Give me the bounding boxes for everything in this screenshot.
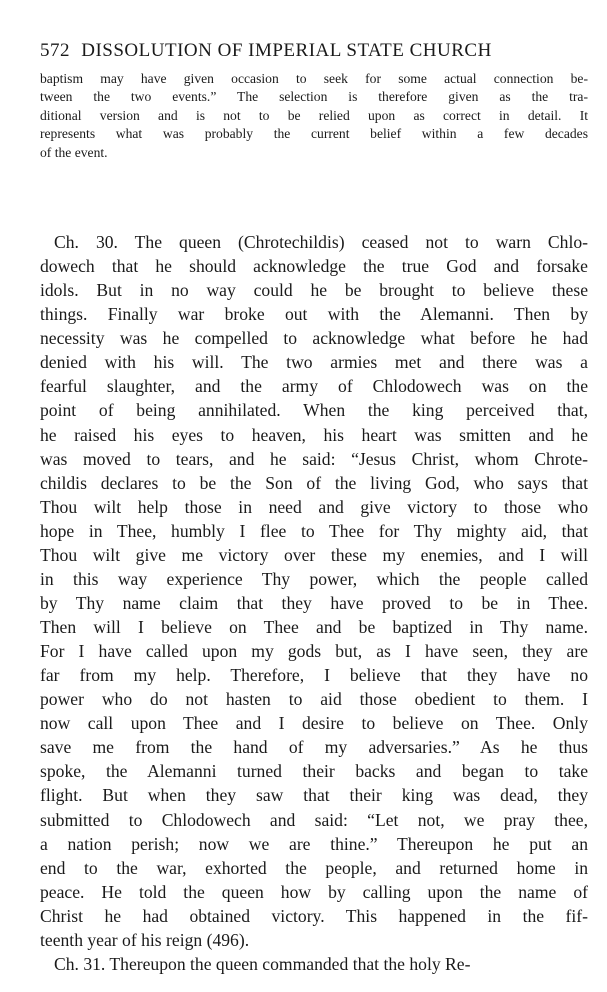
running-title: DISSOLUTION OF IMPERIAL STATE CHURCH (81, 40, 492, 61)
text-line: he raised his eyes to heaven, his heart was smitten and he (40, 424, 588, 445)
text-line: Thou wilt give me victory over these my enemies, and I will (40, 544, 588, 565)
text-line: submitted to Chlodowech and said: “Let not, we pray thee, (40, 809, 588, 830)
running-header (40, 40, 570, 62)
text-line: far from my help. Therefore, I believe that they have no (40, 665, 588, 686)
text-line: teenth year of his reign (496). (40, 929, 250, 950)
text-line: Thou wilt help those in need and give victory to those who (40, 496, 588, 517)
introductory-note (40, 70, 588, 162)
note-line: of the event. (40, 144, 108, 160)
text-line: flight. But when they saw that their king was dead, they (40, 785, 588, 806)
text-line: For I have called upon my gods but, as I have seen, they are (40, 641, 588, 662)
text-line: Ch. 30. The queen (Chrotechildis) ceased not to warn Chlo- (54, 232, 588, 252)
text-line: Then will I believe on Thee and be baptized in Thy name. (40, 617, 588, 637)
text-line: point of being annihilated. When the king perceived that, (40, 400, 588, 421)
text-line: by Thy name claim that they have proved to be in Thee. (40, 592, 588, 613)
text-line: Ch. 31. Thereupon the queen commanded that the holy Re- (54, 953, 471, 974)
text-line: a nation perish; now we are thine.” Thereupon he put an (40, 833, 588, 854)
text-line: save me from the hand of my adversaries.” As he thus (40, 737, 588, 758)
text-line: dowech that he should acknowledge the true God and forsake (40, 256, 588, 277)
note-line: tween the two events.” The selection is therefore given as the tra- (40, 89, 588, 105)
text-line: necessity was he compelled to acknowledge what before he had (40, 328, 588, 349)
body-text (40, 230, 588, 976)
text-line: childis declares to be the Son of the living God, who says that (40, 472, 588, 493)
note-line: baptism may have given occasion to seek for some actual connection be- (40, 71, 588, 86)
text-line: was moved to tears, and he said: “Jesus Christ, whom Chrote- (40, 448, 588, 469)
text-line: fearful slaughter, and the army of Chlodowech was on the (40, 376, 588, 397)
text-line: end to the war, exhorted the people, and returned home in (40, 857, 588, 878)
text-line: in this way experience Thy power, which the people called (40, 568, 588, 589)
text-line: denied with his will. The two armies met and there was a (40, 352, 588, 373)
text-line: peace. He told the queen how by calling upon the name of (40, 881, 588, 902)
page-number: 572 (40, 40, 70, 61)
text-line: idols. But in no way could he be brought to believe these (40, 280, 588, 301)
text-line: now call upon Thee and I desire to believe on Thee. Only (40, 713, 588, 734)
text-line: Christ he had obtained victory. This happened in the fif- (40, 905, 588, 926)
text-line: spoke, the Alemanni turned their backs and began to take (40, 761, 588, 782)
text-line: things. Finally war broke out with the Alemanni. Then by (40, 304, 588, 325)
text-line: hope in Thee, humbly I flee to Thee for Thy mighty aid, that (40, 520, 588, 541)
note-line: represents what was probably the current belief within a few decades (40, 126, 588, 142)
text-line: power who do not hasten to aid those obedient to them. I (40, 689, 588, 710)
note-line: ditional version and is not to be relied upon as correct in detail. It (40, 107, 588, 123)
